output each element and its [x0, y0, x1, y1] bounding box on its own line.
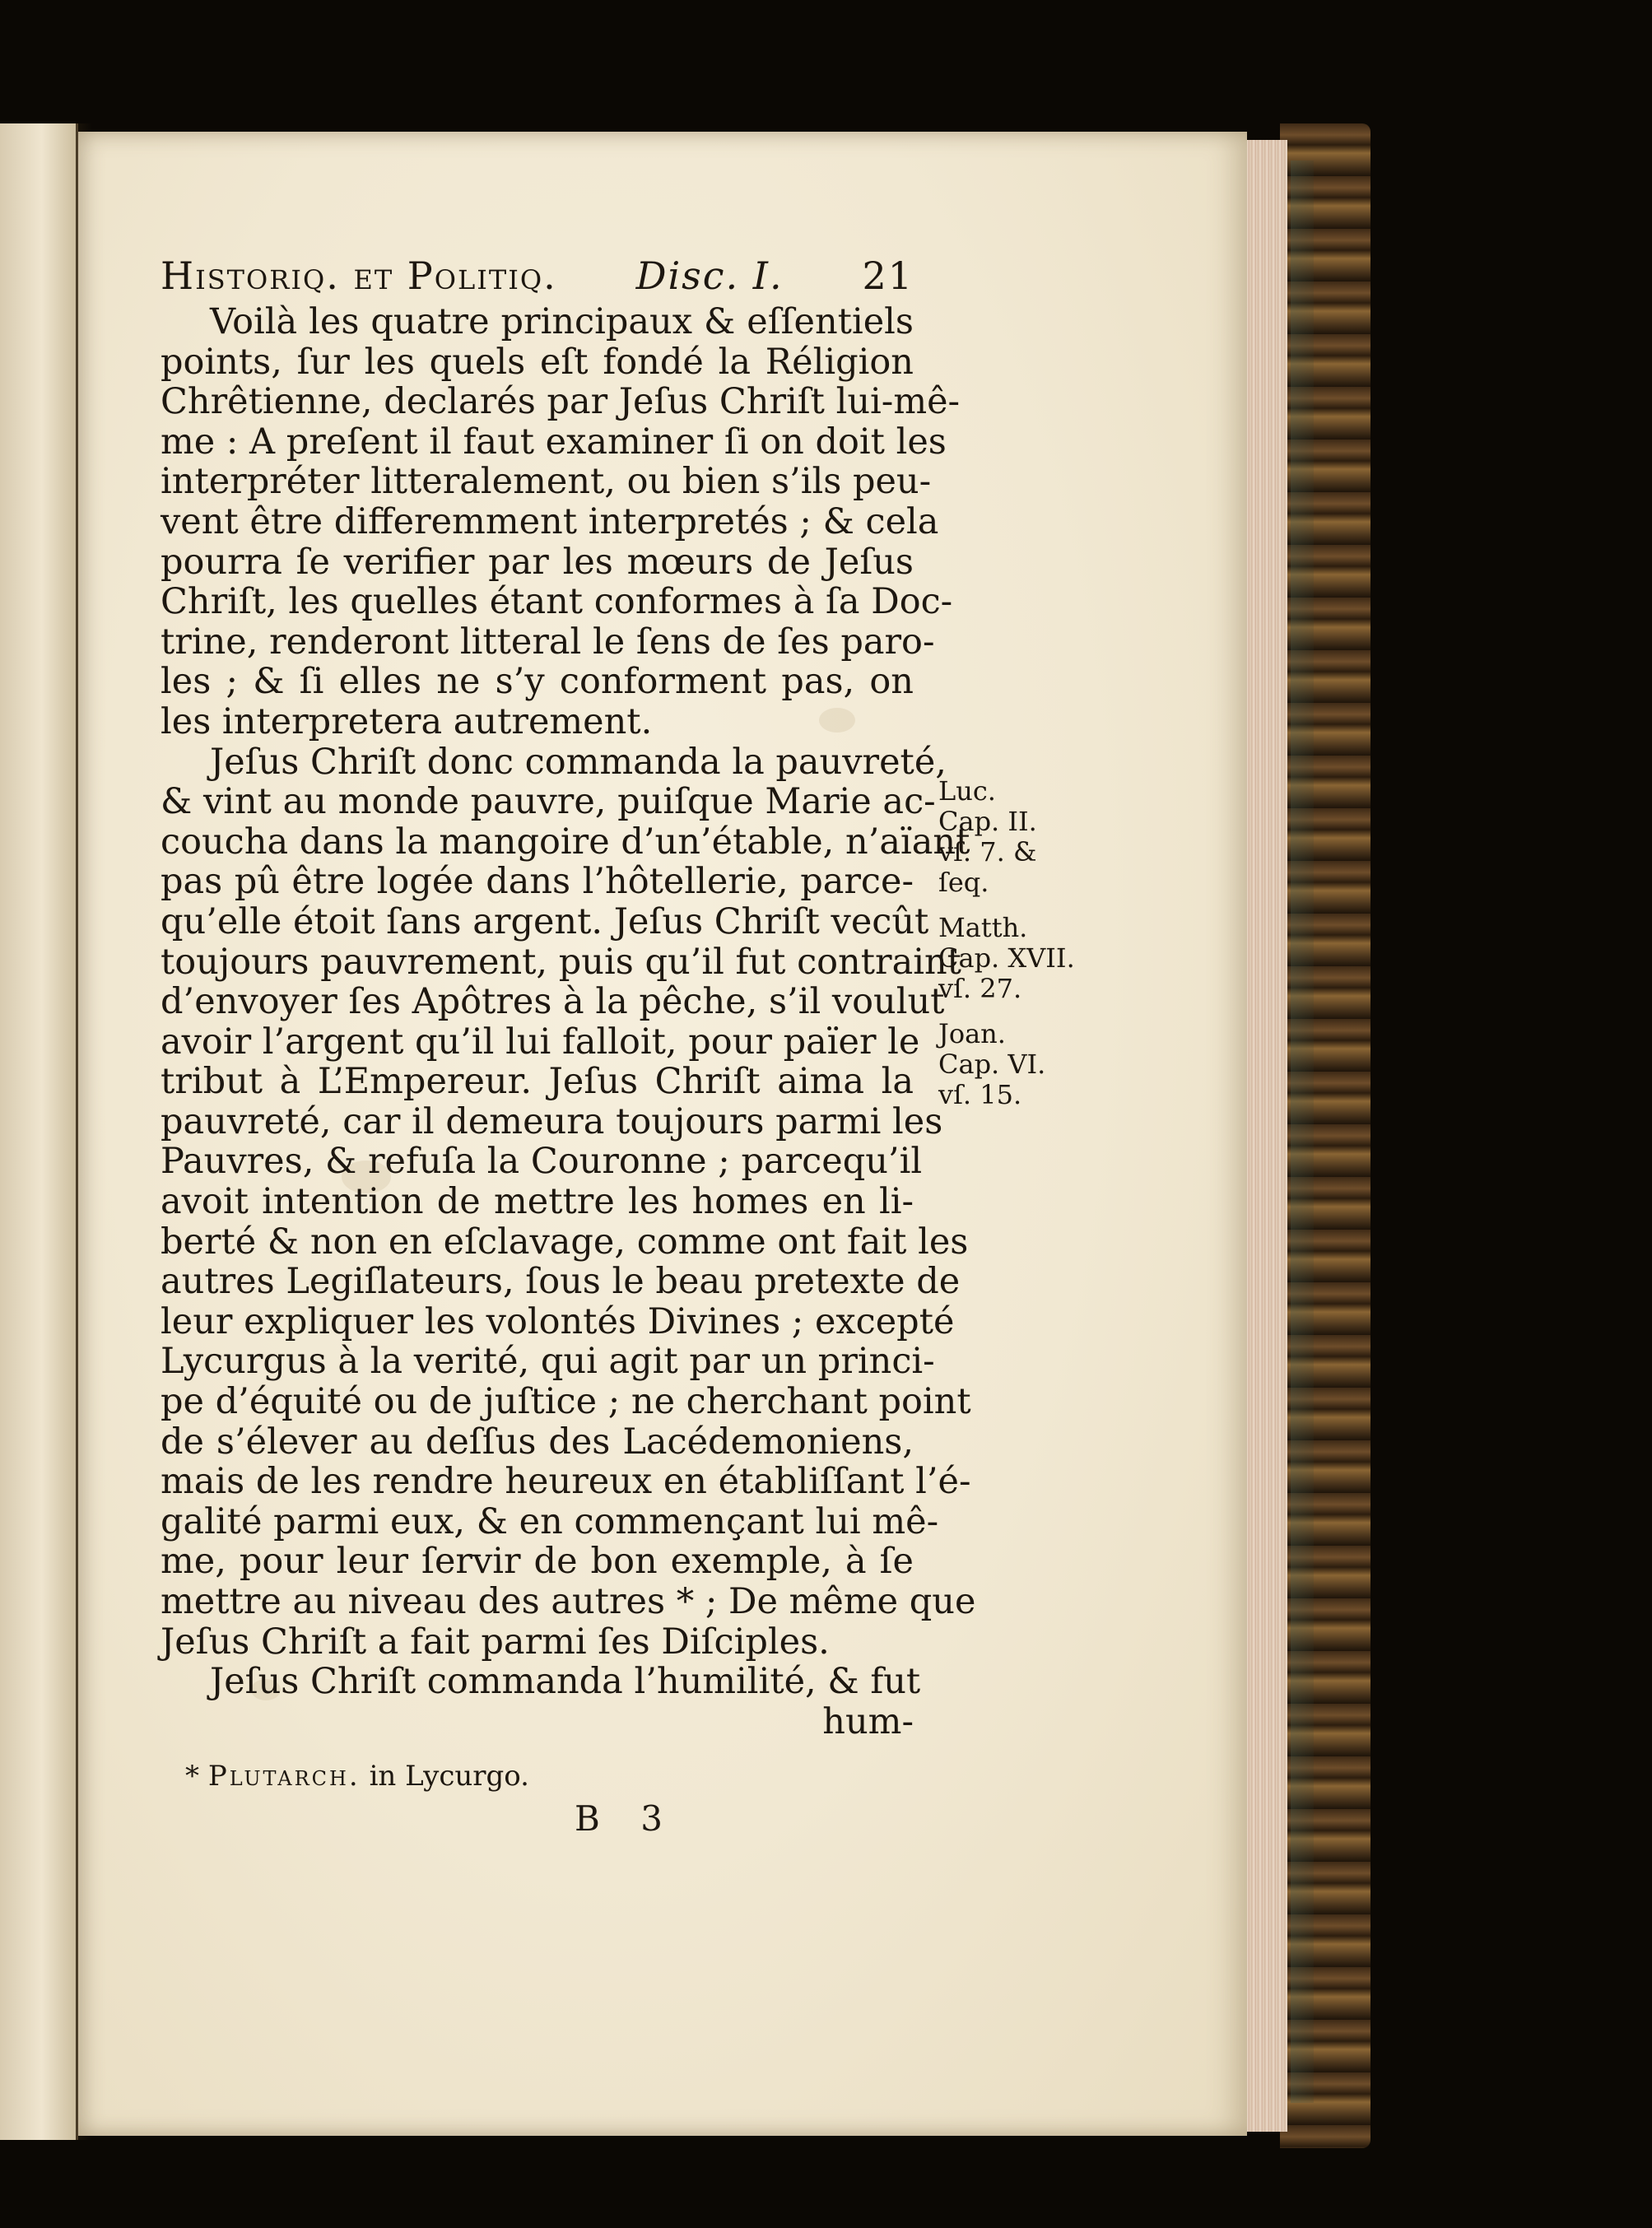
text-line: d’envoyer ſes Apôtres à la pêche, s’il voulut	[161, 981, 945, 1023]
text-line: avoit intention de mettre les homes en li-	[161, 1181, 914, 1223]
facing-page-edge	[0, 123, 78, 2140]
text-line: qu’elle étoit ſans argent. Jeſus Chriſt vecût	[161, 900, 929, 942]
footnote-marker: *	[185, 1760, 199, 1793]
text-line: coucha dans la mangoire d’un’étable, n’aïant	[161, 821, 970, 863]
text-line: avoir l’argent qu’il lui falloit, pour païer le	[161, 1021, 920, 1063]
text-line: pe d’équité ou de juſtice ; ne cherchant point	[161, 1381, 971, 1423]
discourse-label: Disc. I.	[635, 253, 784, 298]
margin-note	[938, 1019, 1078, 1110]
running-title: Historiq. et Politiq.	[161, 253, 557, 298]
margin-note-line: vſ. 15.	[938, 1079, 1022, 1110]
text-line: vent être differemment interpretés ; & cela	[161, 500, 939, 542]
text-line: me : A preſent il faut examiner ſi on doit les	[161, 421, 947, 463]
text-line: interpréter litteralement, ou bien s’ils peu-	[161, 461, 932, 503]
text-line: autres Legiſlateurs, ſous le beau pretexte de	[161, 1261, 961, 1303]
text-line: pauvreté, car il demeura toujours parmi les	[161, 1100, 943, 1142]
text-line: Voilà les quatre principaux & eſſentiels	[210, 301, 914, 342]
text-line: les interpretera autrement.	[161, 700, 653, 742]
text-line: points, ſur les quels eſt fondé la Réligion	[161, 341, 914, 383]
text-line: galité parmi eux, & en commençant lui mê-	[161, 1500, 939, 1542]
text-line: Chrêtienne, declarés par Jeſus Chriſt lui-mê-	[161, 381, 961, 423]
text-line: Jeſus Chriſt commanda l’humilité, & fut	[210, 1661, 921, 1703]
footnote-author: Plutarch.	[207, 1760, 361, 1793]
text-line: trine, renderont litteral le ſens de ſes paro-	[161, 621, 935, 663]
text-line: Jeſus Chriſt donc commanda la pauvreté,	[210, 741, 947, 783]
margin-note-line: Cap. II.	[938, 806, 1037, 837]
cover-band	[1291, 160, 1314, 2103]
text-line: berté & non en eſclavage, comme ont fait les	[161, 1221, 969, 1263]
text-line: tribut à L’Empereur. Jeſus Chriſt aima la	[161, 1061, 914, 1103]
text-line: pas pû être logée dans l’hôtellerie, parce-	[161, 861, 914, 903]
margin-note-line: vſ. 27.	[938, 973, 1022, 1004]
margin-note-line: ſeq.	[938, 867, 989, 898]
text-line: Jeſus Chriſt a fait parmi ſes Diſciples.	[161, 1621, 830, 1663]
text-line: leur expliquer les volontés Divines ; excepté	[161, 1300, 955, 1342]
text-line: hum-	[822, 1700, 914, 1742]
footnote-work: in Lycurgo.	[369, 1760, 529, 1793]
text-line: Pauvres, & refuſa la Couronne ; parcequ’il	[161, 1141, 923, 1183]
text-line: pourra ſe verifier par les mœurs de Jeſus	[161, 541, 914, 583]
text-line: me, pour leur ſervir de bon exemple, à ſe	[161, 1541, 914, 1583]
margin-note	[938, 913, 1078, 1004]
margin-note-line: Cap. VI.	[938, 1049, 1046, 1080]
margin-notes	[938, 776, 1078, 1125]
margin-note-line: Cap. XVII.	[938, 942, 1075, 974]
text-line: & vint au monde pauvre, puiſque Marie ac-	[161, 781, 936, 823]
running-header	[161, 251, 914, 302]
page-number: 21	[862, 253, 914, 298]
margin-note	[938, 776, 1078, 898]
margin-note-line: Joan.	[938, 1018, 1006, 1049]
text-line: mettre au niveau des autres * ; De même que	[161, 1581, 976, 1622]
text-line: Lycurgus à la verité, qui agit par un princi-	[161, 1341, 935, 1383]
text-line: de s’élever au deſſus des Lacédemoniens,	[161, 1421, 914, 1463]
text-line: mais de les rendre heureux en établiſſant l’é-	[161, 1461, 971, 1503]
text-line: Chriſt, les quelles étant conformes à ſa Doc-	[161, 581, 953, 623]
text-line: toujours pauvrement, puis qu’il fut contraint	[161, 941, 961, 983]
margin-note-line: Luc.	[938, 775, 996, 807]
footnote	[185, 1760, 761, 1793]
text-line: les ; & ſi elles ne s’y conforment pas, on	[161, 661, 914, 703]
signature-mark: B 3	[575, 1798, 677, 1839]
margin-note-line: Matth.	[938, 912, 1028, 943]
margin-note-line: vſ. 7. &	[938, 836, 1037, 867]
